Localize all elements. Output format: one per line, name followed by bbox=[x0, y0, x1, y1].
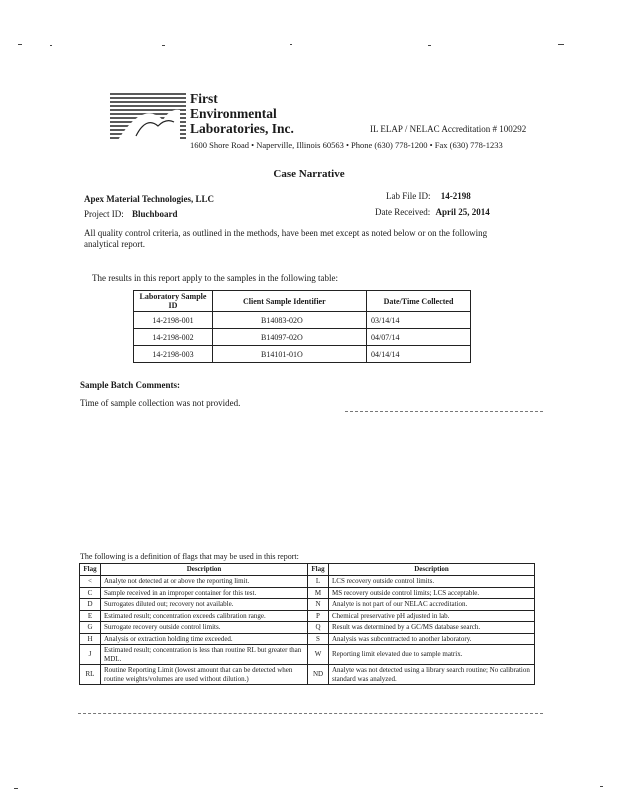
company-name-line3: Laboratories, Inc. bbox=[190, 121, 294, 136]
table-row bbox=[80, 645, 535, 665]
lab-sample-id-cell: 14-2198-001 bbox=[134, 312, 213, 329]
table-row bbox=[80, 576, 535, 588]
flag-description: Sample received in an improper container for this test. bbox=[101, 587, 308, 599]
project-field bbox=[84, 209, 178, 219]
client-sample-id-cell: B14101-01O bbox=[213, 346, 367, 363]
flags-intro: The following is a definition of flags that may be used in this report: bbox=[80, 552, 299, 561]
col-date-collected: Date/Time Collected bbox=[367, 291, 471, 312]
flag-description: Analysis was subcontracted to another laboratory. bbox=[329, 633, 535, 645]
company-name-line2: Environmental bbox=[190, 106, 277, 121]
col-lab-sample-id: Laboratory Sample ID bbox=[134, 291, 213, 312]
samples-header-row bbox=[134, 291, 471, 312]
table-row bbox=[80, 622, 535, 634]
col-flag: Flag bbox=[80, 564, 101, 576]
lab-sample-id-cell: 14-2198-002 bbox=[134, 329, 213, 346]
table-row bbox=[80, 665, 535, 685]
client-sample-id-cell: B14083-02O bbox=[213, 312, 367, 329]
col-flag-2: Flag bbox=[308, 564, 329, 576]
lab-sample-id-cell: 14-2198-003 bbox=[134, 346, 213, 363]
flag-code: E bbox=[80, 610, 101, 622]
col-description: Description bbox=[101, 564, 308, 576]
flag-code: W bbox=[308, 645, 329, 665]
divider bbox=[78, 713, 543, 715]
flag-code: L bbox=[308, 576, 329, 588]
lab-file-label: Lab File ID: bbox=[386, 191, 431, 201]
table-row bbox=[80, 610, 535, 622]
flag-code: < bbox=[80, 576, 101, 588]
project-id: Bluchboard bbox=[132, 209, 178, 219]
flag-code: S bbox=[308, 633, 329, 645]
flag-description: Analysis or extraction holding time exceeded. bbox=[101, 633, 308, 645]
lab-file-id: 14-2198 bbox=[440, 191, 471, 201]
batch-comment: Time of sample collection was not provided. bbox=[80, 398, 241, 408]
table-row bbox=[134, 329, 471, 346]
date-received-label: Date Received: bbox=[375, 207, 431, 217]
date-received-field bbox=[375, 207, 490, 217]
flag-description: MS recovery outside control limits; LCS acceptable. bbox=[329, 587, 535, 599]
date-collected-cell: 04/14/14 bbox=[367, 346, 471, 363]
date-collected-cell: 04/07/14 bbox=[367, 329, 471, 346]
company-name bbox=[190, 91, 294, 136]
flag-description: Result was determined by a GC/MS database search. bbox=[329, 622, 535, 634]
flag-description: LCS recovery outside control limits. bbox=[329, 576, 535, 588]
page-title: Case Narrative bbox=[273, 168, 345, 180]
flag-code: ND bbox=[308, 665, 329, 685]
lab-file-field bbox=[386, 191, 471, 201]
flag-description: Analyte not detected at or above the reporting limit. bbox=[101, 576, 308, 588]
project-label: Project ID: bbox=[84, 209, 124, 219]
company-logo bbox=[108, 90, 188, 144]
flag-code: N bbox=[308, 599, 329, 611]
col-description-2: Description bbox=[329, 564, 535, 576]
flag-description: Surrogates diluted out; recovery not available. bbox=[101, 599, 308, 611]
table-row bbox=[134, 312, 471, 329]
company-name-line1: First bbox=[190, 91, 218, 106]
samples-table bbox=[133, 290, 471, 363]
client-name: Apex Material Technologies, LLC bbox=[84, 194, 214, 204]
date-received-value: April 25, 2014 bbox=[435, 207, 490, 217]
table-row bbox=[80, 587, 535, 599]
flag-description: Routine Reporting Limit (lowest amount that can be detected when routine weights/volumes are used without dilution.) bbox=[101, 665, 308, 685]
flag-description: Surrogate recovery outside control limits. bbox=[101, 622, 308, 634]
flag-description: Chemical preservative pH adjusted in lab. bbox=[329, 610, 535, 622]
client-sample-id-cell: B14097-02O bbox=[213, 329, 367, 346]
flag-code: C bbox=[80, 587, 101, 599]
table-row bbox=[134, 346, 471, 363]
company-address: 1600 Shore Road • Naperville, Illinois 60563 • Phone (630) 778-1200 • Fax (630) 778-1233 bbox=[190, 140, 503, 150]
flag-code: H bbox=[80, 633, 101, 645]
flag-code: D bbox=[80, 599, 101, 611]
flags-table bbox=[79, 563, 535, 685]
flag-description: Analyte was not detected using a library search routine; No calibration standard was analyzed. bbox=[329, 665, 535, 685]
flag-code: P bbox=[308, 610, 329, 622]
divider bbox=[345, 411, 543, 413]
table-row bbox=[80, 599, 535, 611]
table-row bbox=[80, 633, 535, 645]
flag-description: Estimated result; concentration exceeds calibration range. bbox=[101, 610, 308, 622]
batch-comments-heading: Sample Batch Comments: bbox=[80, 380, 180, 390]
flag-description: Analyte is not part of our NELAC accreditation. bbox=[329, 599, 535, 611]
flag-code: RL bbox=[80, 665, 101, 685]
flag-code: M bbox=[308, 587, 329, 599]
qc-statement: All quality control criteria, as outlined in the methods, have been met except as noted below or on the following analytical report. bbox=[84, 228, 488, 249]
flag-code: G bbox=[80, 622, 101, 634]
accreditation: IL ELAP / NELAC Accreditation # 100292 bbox=[370, 124, 527, 134]
col-client-sample-id: Client Sample Identifier bbox=[213, 291, 367, 312]
flag-description: Reporting limit elevated due to sample matrix. bbox=[329, 645, 535, 665]
flag-code: J bbox=[80, 645, 101, 665]
flag-code: Q bbox=[308, 622, 329, 634]
results-intro: The results in this report apply to the samples in the following table: bbox=[92, 273, 338, 283]
flag-description: Estimated result; concentration is less than routine RL but greater than MDL. bbox=[101, 645, 308, 665]
date-collected-cell: 03/14/14 bbox=[367, 312, 471, 329]
flags-header-row bbox=[80, 564, 535, 576]
